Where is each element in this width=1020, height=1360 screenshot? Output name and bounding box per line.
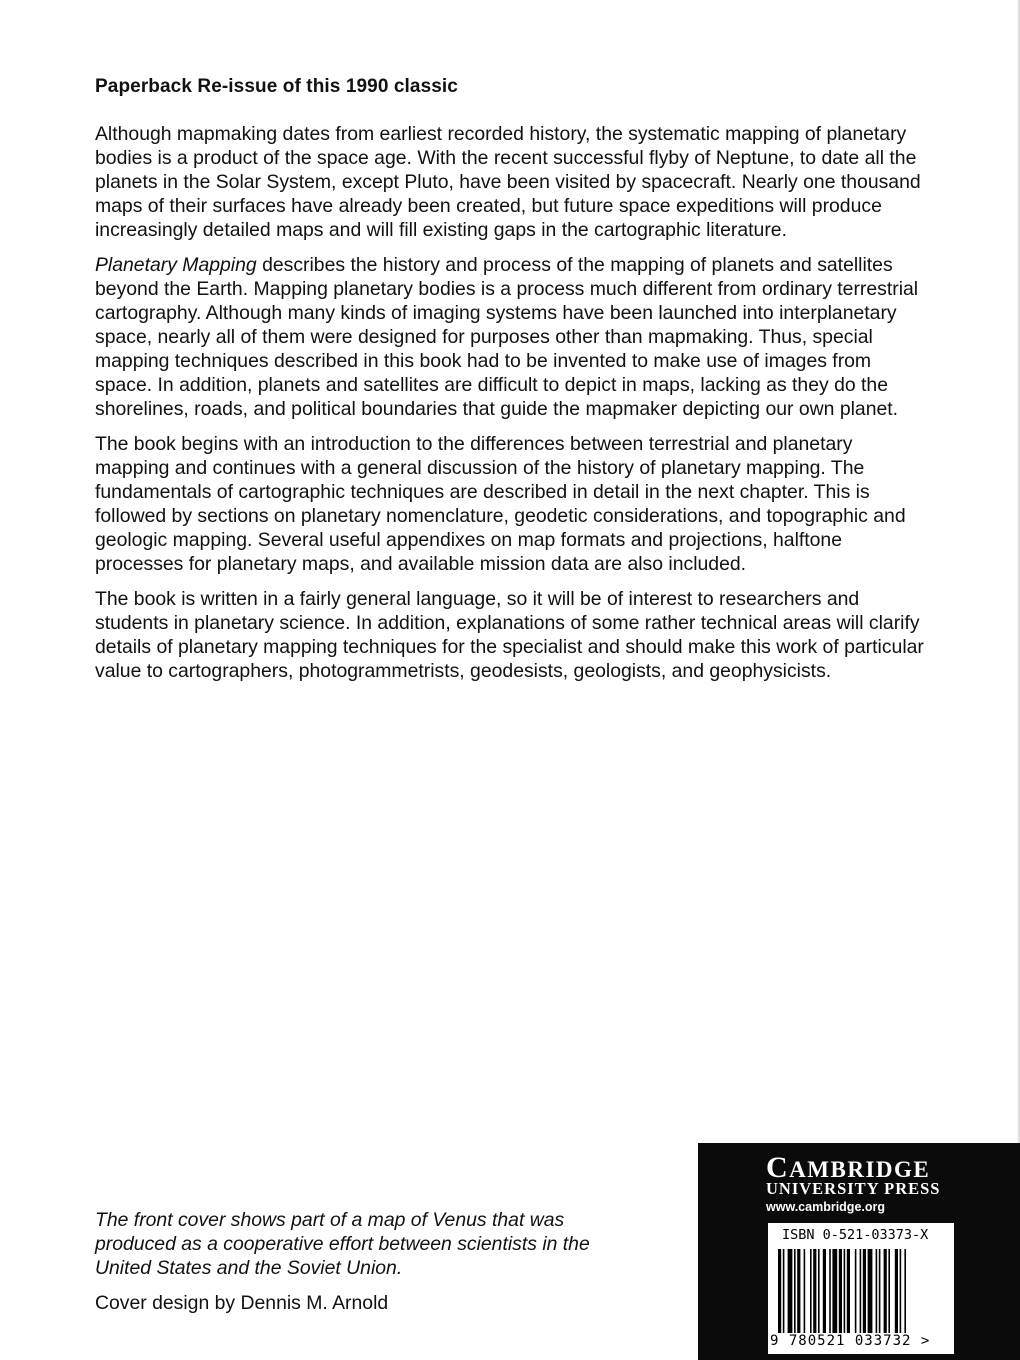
barcode-bar bbox=[863, 1249, 866, 1333]
barcode-bar bbox=[788, 1249, 793, 1333]
barcode-bar bbox=[844, 1249, 846, 1333]
paragraph-3: The book begins with an introduction to the differences between terrestrial and planetary mapping and continues with a general discussion of the history of planetary mapping. The fundamentals of cartographic techniques are described in detail in the next chapter. This is followed by sections on planetary nomenclature, geodetic considerations, and topographic and geologic mapping. Several useful appendixes on map formats and projections, halftone processes for planetary maps, and available mission data are also included. bbox=[95, 433, 906, 575]
barcode-bar bbox=[847, 1249, 850, 1333]
barcode bbox=[768, 1223, 954, 1354]
barcode-bar bbox=[860, 1249, 862, 1333]
barcode-bar bbox=[797, 1249, 800, 1333]
barcode-bar bbox=[832, 1249, 837, 1333]
barcode-bar bbox=[895, 1249, 898, 1333]
barcode-bar bbox=[904, 1249, 906, 1333]
barcode-bar bbox=[888, 1249, 890, 1333]
barcode-bar bbox=[879, 1249, 881, 1333]
barcode-bar bbox=[868, 1249, 873, 1333]
barcode-bar bbox=[818, 1249, 820, 1333]
barcode-digits: 9 780521 033732 > bbox=[770, 1333, 952, 1349]
publisher-subtitle: UNIVERSITY PRESS bbox=[766, 1179, 941, 1198]
barcode-bar bbox=[778, 1249, 781, 1333]
barcode-bar bbox=[839, 1249, 842, 1333]
barcode-bar bbox=[823, 1249, 826, 1333]
barcode-bars bbox=[778, 1249, 944, 1333]
barcode-bar bbox=[813, 1249, 816, 1333]
isbn-label: ISBN 0-521-03373-X bbox=[782, 1227, 929, 1243]
publisher-name-rest: AMBRIDGE bbox=[789, 1157, 931, 1182]
heading: Paperback Re-issue of this 1990 classic bbox=[95, 76, 458, 97]
barcode-bar bbox=[855, 1249, 857, 1333]
cover-caption: The front cover shows part of a map of Venus that was produced as a cooperative effort between scientists in the United States and the Soviet Union. bbox=[95, 1209, 590, 1279]
description bbox=[95, 122, 927, 694]
paragraph-4: The book is written in a fairly general language, so it will be of interest to researchers and students in planetary science. In addition, explanations of some rather technical areas will clarify details of planetary mapping techniques for the specialist and should make this work of particular value to cartographers, photogrammetrists, geodesists, geologists, and geophysicists. bbox=[95, 588, 924, 682]
barcode-bar bbox=[829, 1249, 831, 1333]
barcode-bar bbox=[876, 1249, 878, 1333]
barcode-bar bbox=[794, 1249, 796, 1333]
publisher-website: www.cambridge.org bbox=[766, 1200, 886, 1214]
paragraph-1: Although mapmaking dates from earliest recorded history, the systematic mapping of planetary bodies is a product of the space age. With the recent successful flyby of Neptune, to date all the planets in the Solar System, except Pluto, have been visited by spacecraft. Nearly one thousand maps of their surfaces have already been created, but future space expeditions will produce increasingly detailed maps and will fill existing gaps in the cartographic literature. bbox=[95, 123, 921, 241]
cover-credit: Cover design by Dennis M. Arnold bbox=[95, 1292, 389, 1314]
barcode-bar bbox=[900, 1249, 902, 1333]
barcode-bar bbox=[783, 1249, 785, 1333]
barcode-bar bbox=[804, 1249, 806, 1333]
paragraph-2 bbox=[95, 253, 927, 421]
barcode-bar bbox=[884, 1249, 887, 1333]
book-title: Planetary Mapping bbox=[95, 254, 257, 276]
publisher-name-initial: C bbox=[766, 1151, 790, 1184]
publisher-block bbox=[698, 1143, 1020, 1360]
paragraph-2-text: describes the history and process of the mapping of planets and satellites beyond the Earth. Mapping planetary bodies is a process much different from ordinary terrestrial cartography. Although many kinds of imaging systems have been launched into interplanetary space, nearly all of them were designed for purposes other than mapmaking. Thus, special mapping techniques described in this book had to be invented to make use of images from space. In addition, planets and satellites are difficult to depict in maps, lacking as they do the shorelines, roads, and political boundaries that guide the mapmaker depicting our own planet. bbox=[95, 254, 919, 420]
barcode-bar bbox=[810, 1249, 812, 1333]
